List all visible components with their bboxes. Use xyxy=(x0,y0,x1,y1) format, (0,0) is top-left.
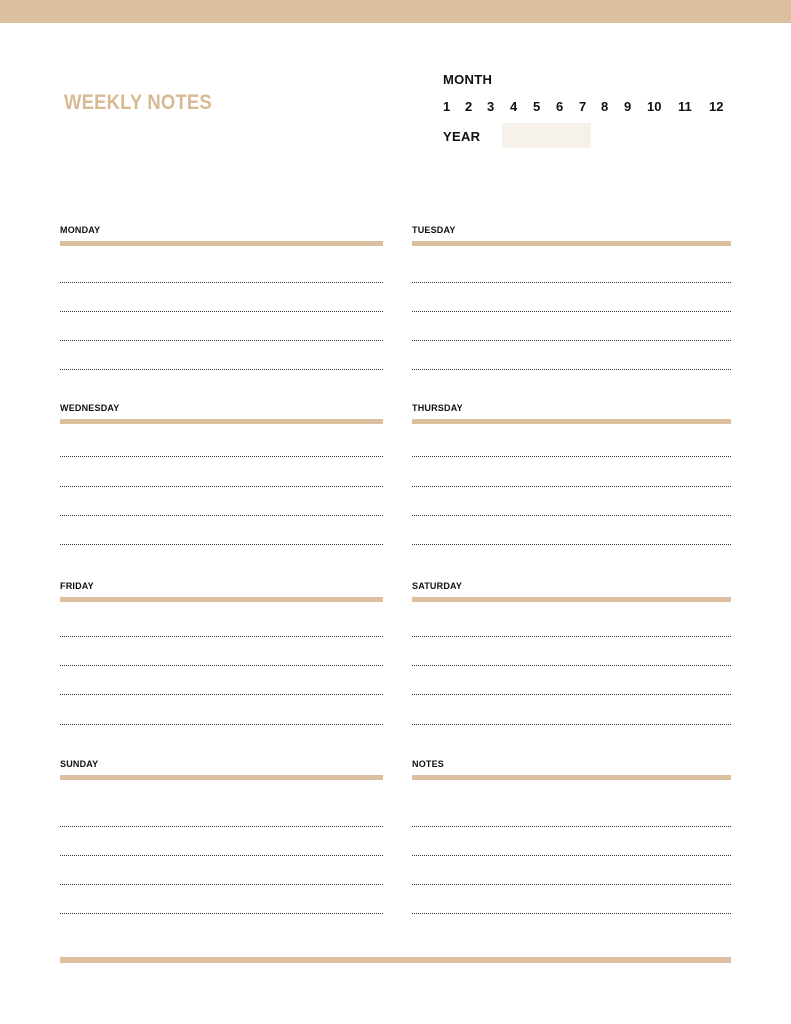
writing-line[interactable] xyxy=(60,515,383,516)
month-option[interactable]: 7 xyxy=(579,99,587,114)
writing-line[interactable] xyxy=(412,826,731,827)
writing-line[interactable] xyxy=(60,456,383,457)
writing-line[interactable] xyxy=(60,369,383,370)
bottom-accent-rule xyxy=(60,957,731,963)
month-option[interactable]: 1 xyxy=(443,99,451,114)
page-title: WEEKLY NOTES xyxy=(64,91,212,114)
section-rule xyxy=(412,241,731,246)
month-option[interactable]: 5 xyxy=(533,99,541,114)
section-heading: SATURDAY xyxy=(412,581,463,591)
month-option[interactable]: 3 xyxy=(487,99,495,114)
writing-line[interactable] xyxy=(412,544,731,545)
writing-line[interactable] xyxy=(60,636,383,637)
writing-line[interactable] xyxy=(412,855,731,856)
writing-line[interactable] xyxy=(412,456,731,457)
section-rule xyxy=(60,419,383,424)
section-heading: NOTES xyxy=(412,759,445,769)
month-option[interactable]: 4 xyxy=(510,99,518,114)
writing-line[interactable] xyxy=(412,282,731,283)
top-accent-band xyxy=(0,0,791,23)
writing-line[interactable] xyxy=(60,311,383,312)
writing-line[interactable] xyxy=(412,665,731,666)
section-heading: FRIDAY xyxy=(60,581,94,591)
year-label: YEAR xyxy=(443,129,481,144)
writing-line[interactable] xyxy=(60,913,383,914)
writing-line[interactable] xyxy=(60,282,383,283)
writing-line[interactable] xyxy=(60,724,383,725)
section-rule xyxy=(412,597,731,602)
writing-line[interactable] xyxy=(60,884,383,885)
writing-line[interactable] xyxy=(412,636,731,637)
section-rule xyxy=(412,419,731,424)
section-heading: TUESDAY xyxy=(412,225,456,235)
writing-line[interactable] xyxy=(412,369,731,370)
year-field[interactable] xyxy=(502,123,591,148)
month-option[interactable]: 6 xyxy=(556,99,564,114)
section-heading: SUNDAY xyxy=(60,759,99,769)
writing-line[interactable] xyxy=(60,855,383,856)
writing-line[interactable] xyxy=(412,515,731,516)
month-option[interactable]: 9 xyxy=(624,99,632,114)
month-option[interactable]: 11 xyxy=(678,99,692,114)
month-label: MONTH xyxy=(443,72,493,87)
section-rule xyxy=(60,775,383,780)
writing-line[interactable] xyxy=(60,340,383,341)
writing-line[interactable] xyxy=(60,694,383,695)
writing-line[interactable] xyxy=(412,694,731,695)
section-heading: MONDAY xyxy=(60,225,101,235)
writing-line[interactable] xyxy=(60,486,383,487)
month-option[interactable]: 2 xyxy=(465,99,473,114)
writing-line[interactable] xyxy=(60,826,383,827)
section-heading: THURSDAY xyxy=(412,403,463,413)
section-rule xyxy=(60,241,383,246)
writing-line[interactable] xyxy=(60,544,383,545)
writing-line[interactable] xyxy=(412,724,731,725)
writing-line[interactable] xyxy=(412,884,731,885)
month-option[interactable]: 12 xyxy=(709,99,724,114)
month-option[interactable]: 10 xyxy=(647,99,662,114)
writing-line[interactable] xyxy=(412,913,731,914)
writing-line[interactable] xyxy=(412,311,731,312)
month-option[interactable]: 8 xyxy=(601,99,609,114)
section-heading: WEDNESDAY xyxy=(60,403,120,413)
section-rule xyxy=(60,597,383,602)
writing-line[interactable] xyxy=(60,665,383,666)
section-rule xyxy=(412,775,731,780)
writing-line[interactable] xyxy=(412,486,731,487)
writing-line[interactable] xyxy=(412,340,731,341)
